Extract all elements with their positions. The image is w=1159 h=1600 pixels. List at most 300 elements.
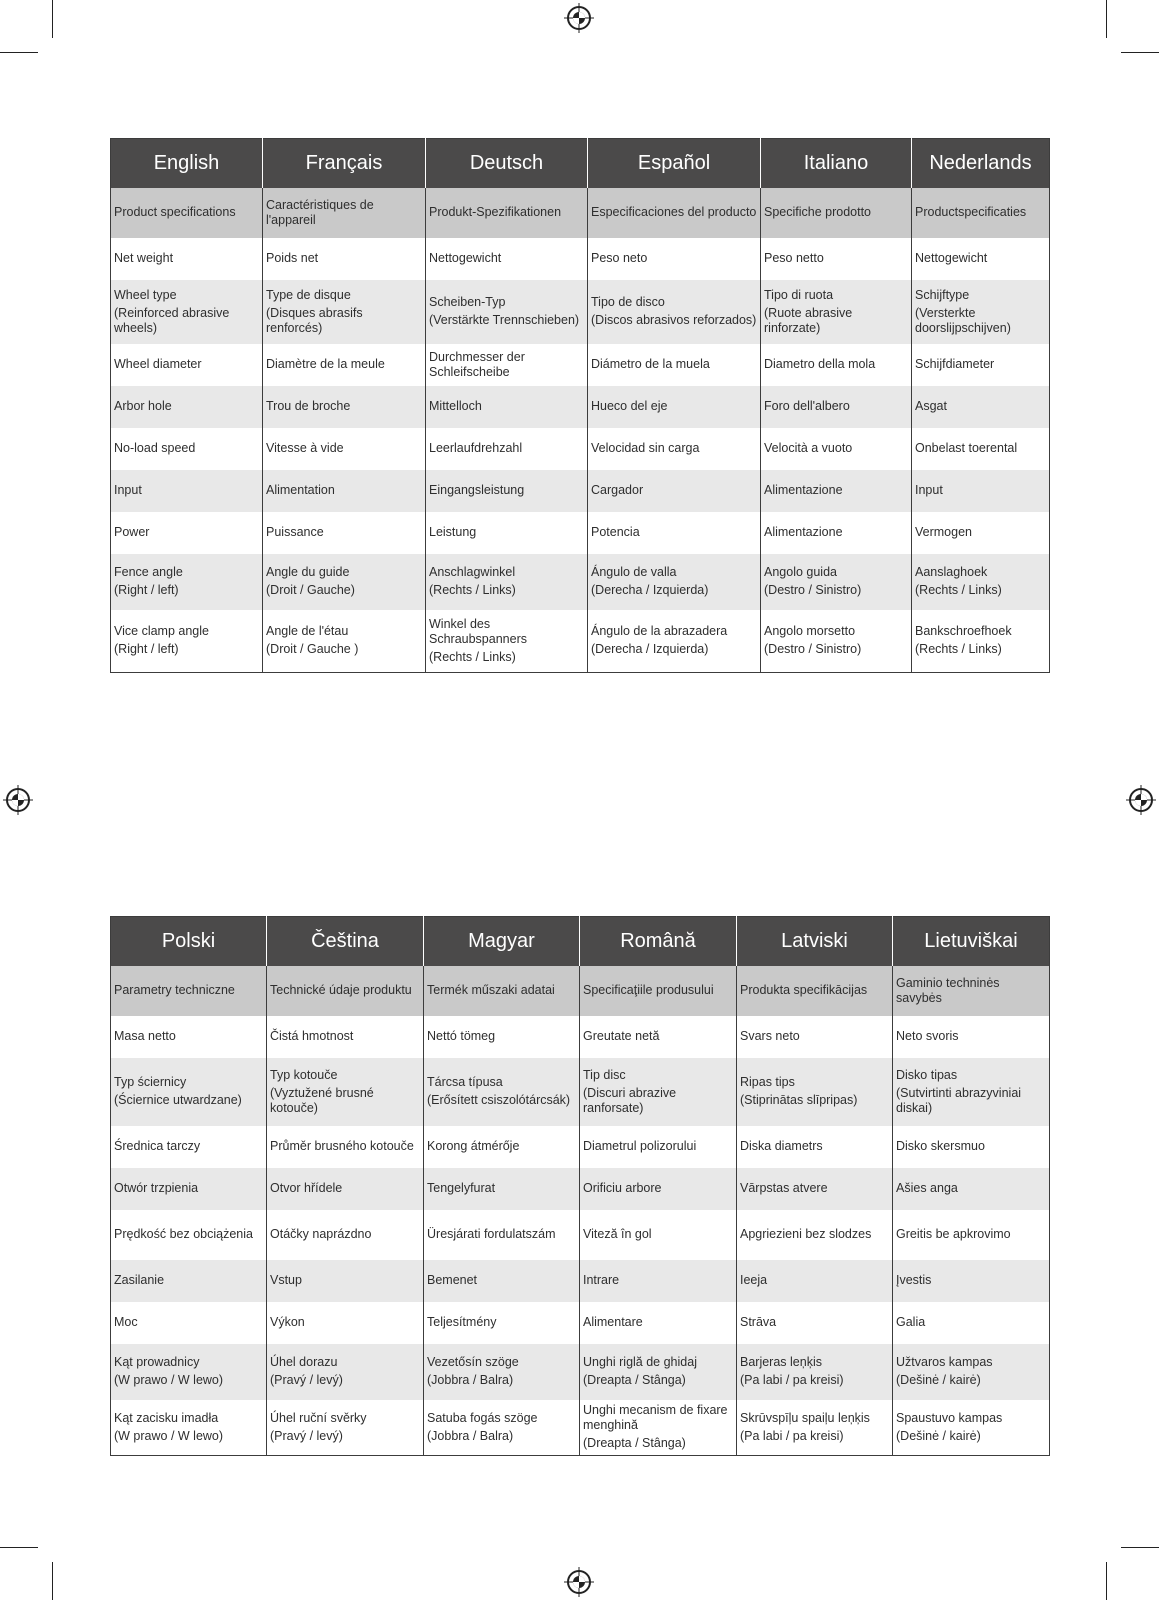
cell-sublabel: (Jobbra / Balra) (427, 1428, 514, 1443)
language-header: Italiano (761, 139, 912, 188)
cell-label: Product specifications (114, 205, 236, 219)
table-cell (424, 966, 580, 1016)
table-cell (426, 280, 588, 344)
cell-label: Puissance (266, 525, 324, 539)
cell-label: Wheel diameter (114, 357, 202, 371)
table-cell (912, 238, 1050, 280)
cell-label: Aanslaghoek (915, 565, 988, 579)
cell-label: Fence angle (114, 565, 183, 579)
table-cell (111, 386, 263, 428)
table-row (111, 554, 1050, 610)
cell-label: Otwór trzpienia (114, 1181, 199, 1195)
cell-sublabel: (Derecha / Izquierda) (591, 642, 709, 657)
table-cell (111, 1400, 267, 1456)
cell-label: Moc (114, 1315, 138, 1329)
cell-label: Technické údaje produktu (270, 983, 412, 997)
table-row (111, 1168, 1050, 1210)
cell-label: Üresjárati fordulatszám (427, 1227, 556, 1241)
table-cell (111, 1016, 267, 1058)
crop-mark (0, 1547, 38, 1548)
language-header: Latviski (737, 917, 893, 966)
cell-label: Unghi riglă de ghidaj (583, 1355, 697, 1369)
table-cell (912, 386, 1050, 428)
table-cell (761, 280, 912, 344)
table-row (111, 428, 1050, 470)
cell-label: Schijftype (915, 287, 970, 302)
section-title-row (111, 966, 1050, 1016)
language-header: Čeština (267, 917, 424, 966)
cell-label: Teljesítmény (427, 1315, 497, 1329)
table-cell (588, 238, 761, 280)
cell-label: Type de disque (266, 287, 351, 302)
cell-label: Nettogewicht (429, 251, 502, 265)
table-cell (893, 1400, 1050, 1456)
table-cell (111, 280, 263, 344)
table-cell (111, 512, 263, 554)
cell-sublabel: (Disques abrasifs renforcés) (266, 305, 363, 335)
cell-sublabel: (Rechts / Links) (429, 649, 516, 664)
table-cell (426, 344, 588, 386)
cell-label: Ángulo de la abrazadera (591, 624, 728, 639)
cell-label: Įvestis (896, 1273, 932, 1287)
cell-label: Specificaţiile produsului (583, 983, 714, 997)
cell-sublabel: (Ściernice utwardzane) (114, 1093, 242, 1107)
language-header: Deutsch (426, 139, 588, 188)
cell-label: Prędkość bez obciążenia (114, 1227, 253, 1241)
cell-label: Úhel dorazu (270, 1355, 338, 1369)
table-cell (267, 1016, 424, 1058)
table-cell (267, 1400, 424, 1456)
table-cell (737, 966, 893, 1016)
spec-table-western-languages (110, 138, 1050, 673)
table-cell (267, 1168, 424, 1210)
cell-sublabel: (Destro / Sinistro) (764, 642, 862, 657)
cell-label: Strāva (740, 1315, 777, 1329)
table-cell (111, 470, 263, 512)
language-header: English (111, 139, 263, 188)
table-cell (912, 610, 1050, 673)
cell-label: Input (915, 483, 943, 497)
cell-label: Arbor hole (114, 399, 172, 413)
cell-label: Trou de broche (266, 399, 351, 413)
table-cell (267, 1302, 424, 1344)
cell-label: Alimentazione (764, 483, 843, 497)
table-cell (267, 1260, 424, 1302)
table-cell (893, 1058, 1050, 1126)
table-cell (111, 610, 263, 673)
table-cell (580, 1168, 737, 1210)
table-cell (588, 344, 761, 386)
registration-mark-icon (1126, 785, 1156, 815)
table-cell (761, 428, 912, 470)
cell-label: Alimentation (266, 483, 335, 497)
table-cell (263, 386, 426, 428)
table-cell (912, 512, 1050, 554)
cell-sublabel: (Pa labi / pa kreisi) (740, 1373, 844, 1387)
crop-mark (1121, 1547, 1159, 1548)
table-cell (588, 280, 761, 344)
cell-label: Diámetro de la muela (591, 357, 710, 371)
table-cell (580, 1126, 737, 1168)
crop-mark (1106, 1562, 1107, 1600)
crop-mark (0, 52, 38, 53)
table-cell (588, 554, 761, 610)
cell-label: Tengelyfurat (427, 1181, 496, 1195)
language-header: Español (588, 139, 761, 188)
table-cell (426, 386, 588, 428)
table-row (111, 1058, 1050, 1126)
cell-label: Otáčky naprázdno (270, 1227, 372, 1241)
cell-sublabel: (Dešinė / kairė) (896, 1428, 981, 1443)
cell-label: Cargador (591, 483, 644, 497)
table-cell (267, 1058, 424, 1126)
cell-label: Unghi mecanism de fixare menghină (583, 1403, 728, 1433)
table-cell (588, 512, 761, 554)
cell-label: Kąt zacisku imadła (114, 1410, 219, 1425)
table-cell (893, 1302, 1050, 1344)
table-cell (580, 1344, 737, 1400)
table-cell (588, 386, 761, 428)
table-cell (111, 238, 263, 280)
cell-label: Anschlagwinkel (429, 565, 516, 579)
crop-mark (52, 1562, 53, 1600)
cell-label: Productspecificaties (915, 205, 1027, 219)
table-row (111, 1302, 1050, 1344)
table-cell (267, 966, 424, 1016)
cell-label: Gaminio techninės savybės (896, 975, 1000, 1005)
cell-label: Parametry techniczne (114, 983, 235, 997)
cell-label: Skrūvspīļu spaiļu leņķis (740, 1410, 870, 1425)
cell-label: Angolo morsetto (764, 624, 856, 639)
cell-label: Diska diametrs (740, 1139, 823, 1153)
cell-label: Leistung (429, 525, 477, 539)
table-row (111, 344, 1050, 386)
table-cell (111, 966, 267, 1016)
cell-label: Bankschroefhoek (915, 624, 1012, 639)
cell-label: Diametrul polizorului (583, 1139, 697, 1153)
table-cell (424, 1210, 580, 1260)
table-cell (737, 1344, 893, 1400)
cell-label: Kąt prowadnicy (114, 1355, 200, 1369)
cell-label: Eingangsleistung (429, 483, 525, 497)
table-cell (111, 554, 263, 610)
cell-label: Especificaciones del producto (591, 205, 757, 219)
table-row (111, 1344, 1050, 1400)
cell-label: Vezetősín szöge (427, 1355, 519, 1369)
table-cell (426, 238, 588, 280)
table-cell (424, 1344, 580, 1400)
cell-label: Caractéristiques de l'appareil (266, 197, 374, 227)
cell-label: Tárcsa típusa (427, 1075, 503, 1089)
table-cell (263, 188, 426, 238)
cell-label: Galia (896, 1315, 926, 1329)
table-row (111, 280, 1050, 344)
crop-mark (1121, 52, 1159, 53)
table-cell (111, 1260, 267, 1302)
cell-label: Greitis be apkrovimo (896, 1227, 1011, 1241)
table-cell (893, 1210, 1050, 1260)
cell-label: Bemenet (427, 1273, 478, 1287)
table-cell (588, 428, 761, 470)
cell-label: Potencia (591, 525, 640, 539)
language-header: Nederlands (912, 139, 1050, 188)
crop-mark (52, 0, 53, 38)
cell-label: Průměr brusného kotouče (270, 1139, 414, 1153)
table-row (111, 1400, 1050, 1456)
cell-label: Masa netto (114, 1029, 176, 1043)
language-header: Lietuviškai (893, 917, 1050, 966)
cell-sublabel: (Rechts / Links) (915, 642, 1002, 657)
cell-label: Produkta specifikācijas (740, 983, 868, 997)
cell-label: Angolo guida (764, 565, 837, 579)
cell-sublabel: (Derecha / Izquierda) (591, 583, 709, 597)
cell-label: Durchmesser der Schleifscheibe (429, 349, 525, 379)
table-cell (580, 966, 737, 1016)
table-cell (424, 1016, 580, 1058)
cell-label: Apgriezieni bez slodzes (740, 1227, 872, 1241)
cell-label: Užtvaros kampas (896, 1355, 993, 1369)
cell-sublabel: (Verstärkte Trennschieben) (429, 313, 580, 327)
crop-mark (1106, 0, 1107, 38)
table-cell (580, 1016, 737, 1058)
cell-label: Winkel des Schraubspanners (429, 616, 527, 646)
table-cell (263, 238, 426, 280)
table-cell (426, 428, 588, 470)
table-row (111, 1210, 1050, 1260)
cell-label: Typ ściernicy (114, 1075, 187, 1089)
table-cell (580, 1210, 737, 1260)
cell-label: Onbelast toerental (915, 441, 1018, 455)
table-cell (588, 188, 761, 238)
cell-label: Ángulo de valla (591, 565, 677, 579)
table-cell (426, 512, 588, 554)
cell-label: Angle du guide (266, 565, 350, 579)
table-row (111, 1260, 1050, 1302)
language-header: Polski (111, 917, 267, 966)
cell-label: Spaustuvo kampas (896, 1410, 1003, 1425)
table-row (111, 1016, 1050, 1058)
cell-label: Otvor hřídele (270, 1181, 343, 1195)
table-cell (111, 1168, 267, 1210)
cell-sublabel: (Pa labi / pa kreisi) (740, 1428, 844, 1443)
table-cell (263, 470, 426, 512)
cell-label: Viteză în gol (583, 1227, 652, 1241)
table-cell (267, 1210, 424, 1260)
cell-label: Alimentare (583, 1315, 643, 1329)
table-cell (912, 344, 1050, 386)
table-cell (737, 1400, 893, 1456)
cell-label: Velocità a vuoto (764, 441, 853, 455)
table-cell (424, 1058, 580, 1126)
table-cell (424, 1260, 580, 1302)
table-cell (424, 1400, 580, 1456)
table-cell (426, 470, 588, 512)
table-cell (111, 1126, 267, 1168)
cell-sublabel: (Vyztužené brusné kotouče) (270, 1085, 374, 1115)
cell-sublabel: (Dreapta / Stânga) (583, 1436, 686, 1451)
cell-label: Korong átmérője (427, 1139, 520, 1153)
table-cell (912, 428, 1050, 470)
cell-label: Wheel type (114, 287, 177, 302)
table-cell (893, 1126, 1050, 1168)
table-cell (737, 1210, 893, 1260)
cell-sublabel: (Sutvirtinti abrazyviniai diskai) (896, 1085, 1022, 1115)
table-cell (111, 1210, 267, 1260)
table-cell (580, 1302, 737, 1344)
cell-label: Disko tipas (896, 1067, 958, 1082)
cell-label: Tipo de disco (591, 295, 665, 309)
table-cell (267, 1126, 424, 1168)
cell-sublabel: (Versterkte doorslijpschijven) (915, 305, 1011, 335)
table-row (111, 610, 1050, 673)
cell-sublabel: (Right / left) (114, 642, 179, 657)
cell-label: Tipo di ruota (764, 287, 834, 302)
cell-label: Diamètre de la meule (266, 357, 385, 371)
cell-sublabel: (W prawo / W lewo) (114, 1373, 224, 1387)
table-cell (588, 610, 761, 673)
cell-label: Vitesse à vide (266, 441, 344, 455)
cell-label: Velocidad sin carga (591, 441, 700, 455)
cell-label: Termék műszaki adatai (427, 983, 555, 997)
cell-label: Úhel ruční svěrky (270, 1410, 367, 1425)
cell-label: Asgat (915, 399, 947, 413)
cell-label: Typ kotouče (270, 1067, 338, 1082)
cell-label: Foro dell'albero (764, 399, 850, 413)
cell-label: Specifiche prodotto (764, 205, 872, 219)
table-cell (426, 188, 588, 238)
language-header-row (111, 917, 1050, 966)
cell-label: Nettogewicht (915, 251, 988, 265)
cell-label: Mittelloch (429, 399, 482, 413)
table-cell (893, 1168, 1050, 1210)
registration-mark-icon (564, 3, 594, 33)
table-cell (424, 1126, 580, 1168)
cell-sublabel: (Destro / Sinistro) (764, 583, 862, 597)
table-cell (737, 1168, 893, 1210)
table-cell (111, 188, 263, 238)
table-cell (111, 344, 263, 386)
table-row (111, 238, 1050, 280)
table-cell (737, 1126, 893, 1168)
table-cell (761, 238, 912, 280)
cell-sublabel: (Jobbra / Balra) (427, 1373, 514, 1387)
table-cell (424, 1168, 580, 1210)
cell-label: No-load speed (114, 441, 196, 455)
table-cell (912, 470, 1050, 512)
table-cell (263, 280, 426, 344)
table-cell (111, 428, 263, 470)
table-cell (912, 280, 1050, 344)
table-cell (263, 428, 426, 470)
cell-label: Poids net (266, 251, 319, 265)
table-cell (111, 1344, 267, 1400)
cell-label: Neto svoris (896, 1029, 959, 1043)
table-cell (737, 1302, 893, 1344)
section-title-row (111, 188, 1050, 238)
table-row (111, 470, 1050, 512)
cell-label: Peso neto (591, 251, 648, 265)
cell-label: Greutate netă (583, 1029, 660, 1043)
cell-label: Zasilanie (114, 1273, 165, 1287)
cell-label: Výkon (270, 1315, 305, 1329)
table-cell (893, 1260, 1050, 1302)
registration-mark-icon (564, 1567, 594, 1597)
table-cell (263, 344, 426, 386)
table-cell (912, 554, 1050, 610)
cell-label: Disko skersmuo (896, 1139, 985, 1153)
cell-label: Scheiben-Typ (429, 295, 506, 309)
cell-sublabel: (Dreapta / Stânga) (583, 1373, 686, 1387)
cell-label: Vstup (270, 1273, 302, 1287)
table-cell (893, 1344, 1050, 1400)
cell-sublabel: (Stiprinātas slīpripas) (740, 1093, 858, 1107)
cell-label: Ieeja (740, 1273, 768, 1287)
table-cell (761, 386, 912, 428)
cell-label: Ripas tips (740, 1075, 795, 1089)
table-cell (737, 1016, 893, 1058)
table-cell (761, 610, 912, 673)
table-cell (893, 1016, 1050, 1058)
cell-label: Alimentazione (764, 525, 843, 539)
registration-mark-icon (3, 785, 33, 815)
cell-label: Intrare (583, 1273, 620, 1287)
cell-label: Orificiu arbore (583, 1181, 662, 1195)
cell-label: Nettó tömeg (427, 1029, 496, 1043)
cell-sublabel: (Ruote abrasive rinforzate) (764, 305, 853, 335)
cell-label: Produkt-Spezifikationen (429, 205, 562, 219)
table-cell (588, 470, 761, 512)
cell-label: Vice clamp angle (114, 624, 209, 639)
cell-sublabel: (Erősített csiszolótárcsák) (427, 1093, 571, 1107)
table-cell (424, 1302, 580, 1344)
cell-sublabel: (W prawo / W lewo) (114, 1428, 224, 1443)
cell-sublabel: (Dešinė / kairė) (896, 1373, 981, 1387)
table-cell (761, 344, 912, 386)
table-cell (111, 1302, 267, 1344)
cell-label: Peso netto (764, 251, 824, 265)
cell-label: Satuba fogás szöge (427, 1410, 538, 1425)
language-header: Română (580, 917, 737, 966)
cell-label: Vermogen (915, 525, 972, 539)
cell-label: Net weight (114, 251, 174, 265)
table-row (111, 1126, 1050, 1168)
cell-label: Angle de l'étau (266, 624, 349, 639)
table-row (111, 386, 1050, 428)
table-cell (737, 1058, 893, 1126)
cell-label: Średnica tarczy (114, 1139, 201, 1153)
cell-sublabel: (Droit / Gauche) (266, 583, 355, 597)
cell-sublabel: (Reinforced abrasive wheels) (114, 305, 230, 335)
table-cell (263, 554, 426, 610)
cell-label: Power (114, 525, 150, 539)
table-cell (893, 966, 1050, 1016)
table-cell (761, 554, 912, 610)
table-cell (263, 610, 426, 673)
cell-label: Barjeras leņķis (740, 1355, 822, 1369)
cell-sublabel: (Droit / Gauche ) (266, 642, 359, 657)
cell-label: Diametro della mola (764, 357, 876, 371)
cell-label: Hueco del eje (591, 399, 668, 413)
cell-label: Ašies anga (896, 1181, 958, 1195)
spec-table-eastern-languages (110, 916, 1050, 1456)
language-header: Français (263, 139, 426, 188)
cell-sublabel: (Pravý / levý) (270, 1428, 343, 1443)
cell-label: Input (114, 483, 142, 497)
table-cell (737, 1260, 893, 1302)
cell-label: Čistá hmotnost (270, 1029, 354, 1043)
table-cell (912, 188, 1050, 238)
table-cell (761, 512, 912, 554)
